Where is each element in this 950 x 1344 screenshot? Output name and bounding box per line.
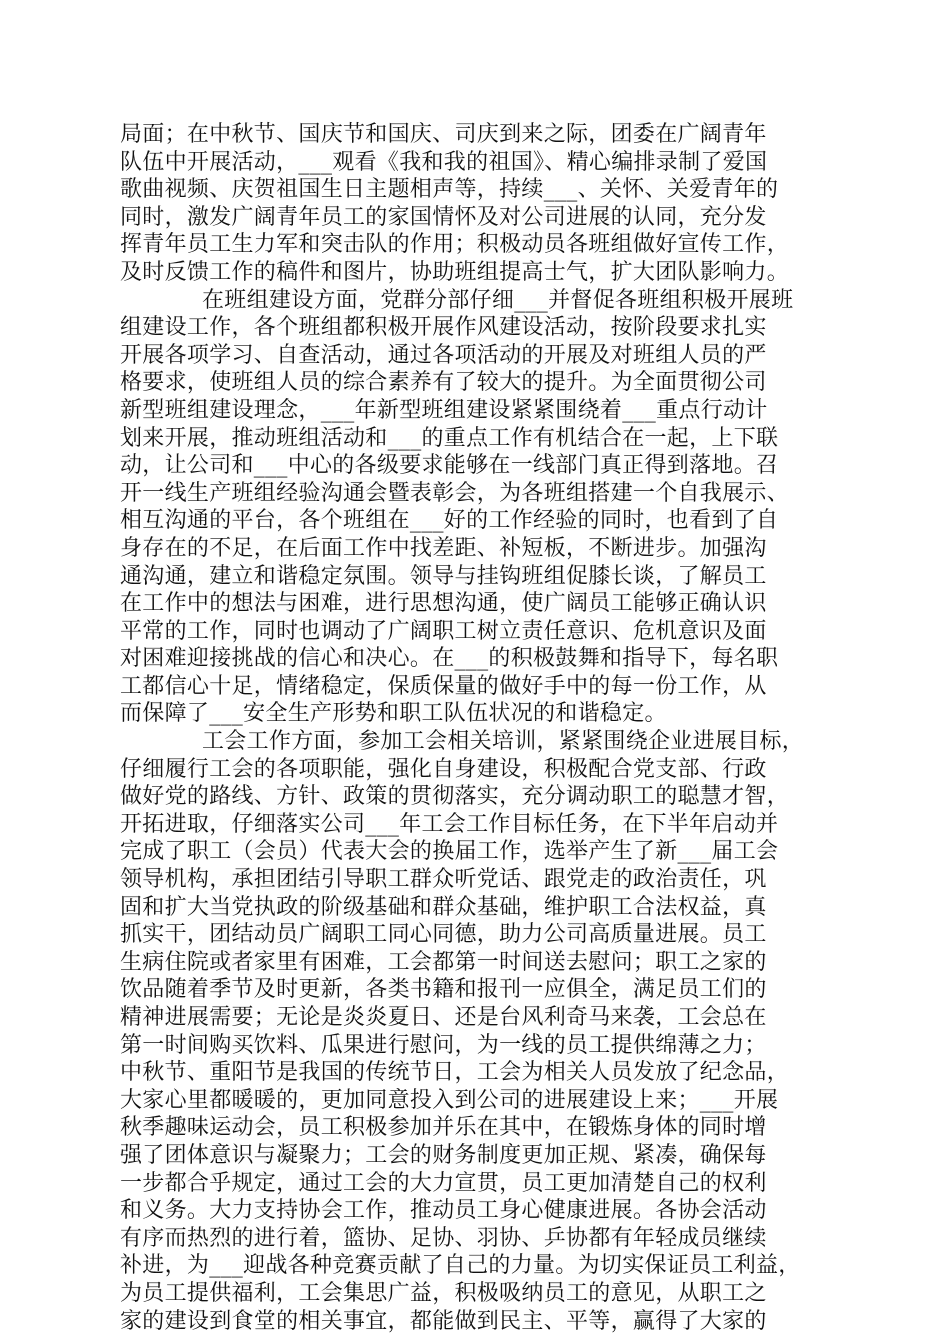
text-line: 同时，激发广阔青年员工的家国情怀及对公司进展的认同，充分发	[120, 204, 767, 230]
text-line: 通沟通，建立和谐稳定氛围。领导与挂钩班组促膝长谈，了解员工	[120, 563, 767, 589]
text-line: 开展各项学习、自查活动，通过各项活动的开展及对班组人员的严	[120, 342, 767, 368]
text-line: 完成了职工（会员）代表大会的换届工作，选举产生了新___届工会	[120, 839, 779, 865]
text-line: 工都信心十足，情绪稳定，保质保量的做好手中的每一份工作，从	[120, 673, 767, 699]
text-line: 生病住院或者家里有困难，工会都第一时间送去慰问；职工之家的	[120, 949, 767, 975]
text-line: 第一时间购买饮料、瓜果进行慰问，为一线的员工提供绵薄之力；	[120, 1032, 767, 1058]
text-line: 及时反馈工作的稿件和图片，协助班组提高士气，扩大团队影响力。	[120, 259, 790, 285]
text-line: 而保障了___安全生产形势和职工队伍状况的和谐稳定。	[120, 701, 667, 727]
text-line: 在工作中的想法与困难，进行思想沟通，使广阔员工能够正确认识	[120, 591, 767, 617]
text-line: 一步都合乎规定，通过工会的大力宣贯，员工更加清楚自己的权利	[120, 1170, 767, 1196]
text-line: 固和扩大当党执政的阶级基础和群众基础，维护职工合法权益，真	[120, 894, 767, 920]
text-line: 为员工提供福利，工会集思广益，积极吸纳员工的意见，从职工之	[120, 1280, 767, 1306]
text-line: 开拓进取，仔细落实公司___年工会工作目标任务，在下半年启动并	[120, 811, 779, 837]
text-line: 组建设工作，各个班组都积极开展作风建设活动，按阶段要求扎实	[120, 315, 767, 341]
text-line: 局面；在中秋节、国庆节和国庆、司庆到来之际，团委在广阔青年	[120, 122, 767, 147]
text-line: 抓实干，团结动员广阔职工同心同德，助力公司高质量进展。员工	[120, 922, 767, 948]
text-line: 格要求，使班组人员的综合素养有了较大的提升。为全面贯彻公司	[120, 370, 767, 396]
text-line: 中秋节、重阳节是我国的传统节日，工会为相关人员发放了纪念品，	[120, 1060, 790, 1086]
text-line: 身存在的不足，在后面工作中找差距、补短板，不断进步。加强沟	[120, 535, 767, 561]
text-line: 精神进展需要；无论是炎炎夏日、还是台风利奇马来袭，工会总在	[120, 1005, 767, 1030]
text-line: 平常的工作，同时也调动了广阔职工树立责任意识、危机意识及面	[120, 618, 767, 644]
text-line: 工会工作方面，参加工会相关培训，紧紧围绕企业进展目标，	[202, 729, 805, 755]
text-line: 补进，为___迎战各种竞赛贡献了自己的力量。为切实保证员工利益，	[120, 1253, 801, 1279]
text-line: 大家心里都暖暖的，更加同意投入到公司的进展建设上来；___开展	[120, 1087, 779, 1113]
text-line: 划来开展，推动班组活动和___的重点工作有机结合在一起，上下联	[120, 425, 779, 451]
text-line: 家的建设到食堂的相关事宜，都能做到民主、平等，赢得了大家的	[120, 1308, 767, 1334]
text-line: 挥青年员工生力军和突击队的作用；积极动员各班组做好宣传工作，	[120, 232, 790, 258]
text-line: 相互沟通的平台，各个班组在___好的工作经验的同时，也看到了自	[120, 508, 779, 534]
text-line: 饮品随着季节及时更新，各类书籍和报刊一应俱全，满足员工们的	[120, 977, 767, 1003]
text-line: 领导机构，承担团结引导职工群众听党话、跟党走的政治责任，巩	[120, 867, 767, 893]
text-line: 对困难迎接挑战的信心和决心。在___的积极鼓舞和指导下，每名职	[120, 646, 779, 672]
text-line: 新型班组建设理念，___年新型班组建设紧紧围绕着___重点行动计	[120, 397, 768, 423]
text-line: 队伍中开展活动，___观看《我和我的祖国》、精心编排录制了爱国	[120, 149, 768, 175]
text-line: 动，让公司和___中心的各级要求能够在一线部门真正得到落地。召	[120, 453, 779, 479]
text-line: 开一线生产班组经验沟通会暨表彰会，为各班组搭建一个自我展示、	[120, 480, 790, 506]
text-line: 在班组建设方面，党群分部仔细___并督促各班组积极开展班	[202, 287, 794, 313]
text-line: 歌曲视频、庆贺祖国生日主题相声等，持续___、关怀、关爱青年的	[120, 177, 779, 203]
text-line: 强了团体意识与凝聚力；工会的财务制度更加正规、紧凑，确保每	[120, 1142, 767, 1168]
text-line: 秋季趣味运动会，员工积极参加并乐在其中，在锻炼身体的同时增	[120, 1115, 767, 1141]
text-line: 做好党的路线、方针、政策的贯彻落实，充分调动职工的聪慧才智，	[120, 784, 790, 810]
text-line: 有序而热烈的进行着，篮协、足协、羽协、乒协都有年轻成员继续	[120, 1225, 767, 1251]
document-body-text	[120, 121, 840, 1335]
text-line: 仔细履行工会的各项职能，强化自身建设，积极配合党支部、行政	[120, 756, 767, 782]
text-line: 和义务。大力支持协会工作，推动员工身心健康进展。各协会活动	[120, 1198, 767, 1224]
